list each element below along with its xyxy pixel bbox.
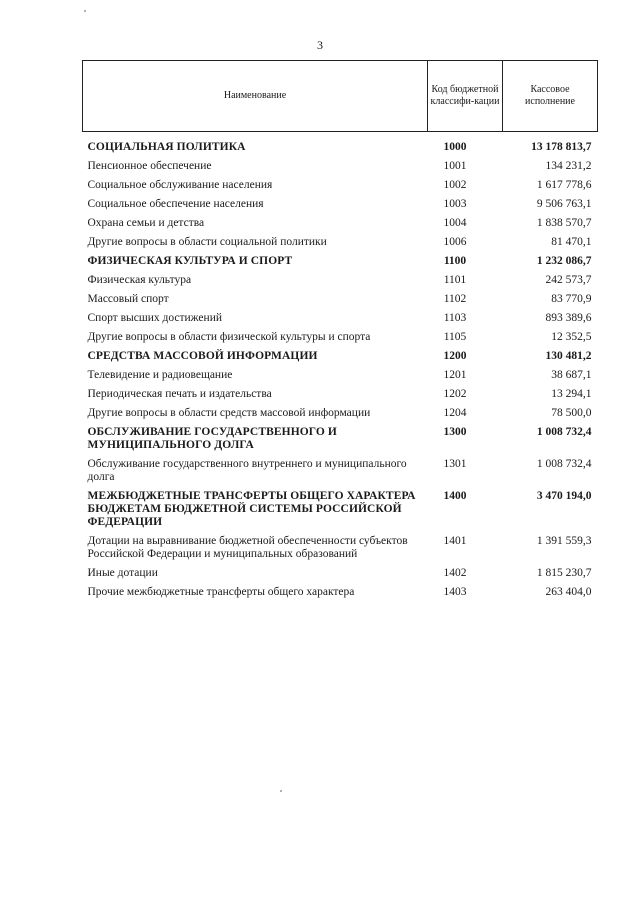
row-name: Телевидение и радиовещание xyxy=(87,369,233,381)
row-name: Иные дотации xyxy=(87,567,158,579)
table-row xyxy=(83,233,598,252)
row-value: 893 389,6 xyxy=(545,312,592,324)
row-value: 130 481,2 xyxy=(545,350,592,362)
row-code: 1006 xyxy=(443,236,467,248)
scan-speck xyxy=(280,790,282,792)
row-code: 1301 xyxy=(443,458,467,470)
row-value: 1 838 570,7 xyxy=(536,217,592,229)
table-header xyxy=(83,61,598,132)
row-value: 1 008 732,4 xyxy=(536,426,592,438)
row-name: Другие вопросы в области физической культуры и спорта xyxy=(87,331,371,343)
row-value: 38 687,1 xyxy=(551,369,592,381)
section-row xyxy=(83,347,598,366)
row-value: 3 470 194,0 xyxy=(536,490,592,502)
header-name: Наименование xyxy=(83,61,428,132)
row-name: Социальное обеспечение населения xyxy=(87,198,264,210)
row-code: 1001 xyxy=(443,160,467,172)
row-code: 1400 xyxy=(443,490,467,502)
table-row xyxy=(83,328,598,347)
row-code: 1102 xyxy=(443,293,467,305)
row-value: 12 352,5 xyxy=(551,331,592,343)
table-row xyxy=(83,214,598,233)
section-row xyxy=(83,138,598,157)
row-name: Обслуживание государственного внутреннего и муниципального долга xyxy=(87,458,407,483)
section-row xyxy=(83,252,598,271)
row-value: 134 231,2 xyxy=(545,160,592,172)
table-row xyxy=(83,176,598,195)
row-value: 263 404,0 xyxy=(545,586,592,598)
page-number: 3 xyxy=(317,38,323,52)
row-code: 1103 xyxy=(443,312,467,324)
row-name: Спорт высших достижений xyxy=(87,312,223,324)
table-row xyxy=(83,532,598,564)
scan-speck xyxy=(84,10,86,12)
row-name: Охрана семьи и детства xyxy=(87,217,205,229)
row-name: Периодическая печать и издательства xyxy=(87,388,272,400)
row-value: 13 178 813,7 xyxy=(531,141,592,153)
row-name: Прочие межбюджетные трансферты общего характера xyxy=(87,586,355,598)
row-name: Другие вопросы в области средств массовой информации xyxy=(87,407,371,419)
table-row xyxy=(83,195,598,214)
row-value: 1 008 732,4 xyxy=(536,458,592,470)
row-value: 1 815 230,7 xyxy=(536,567,592,579)
header-code: Код бюджетной классифи-кации xyxy=(428,61,503,132)
row-value: 9 506 763,1 xyxy=(536,198,592,210)
row-name: ФИЗИЧЕСКАЯ КУЛЬТУРА И СПОРТ xyxy=(87,255,293,267)
table-row xyxy=(83,290,598,309)
table-row xyxy=(83,385,598,404)
header-execution: Кассовое исполнение xyxy=(503,61,598,132)
row-name: Массовый спорт xyxy=(87,293,169,305)
row-value: 1 232 086,7 xyxy=(536,255,592,267)
row-code: 1401 xyxy=(443,535,467,547)
row-code: 1105 xyxy=(443,331,467,343)
row-code: 1000 xyxy=(443,141,467,153)
table-row xyxy=(83,404,598,423)
table-row xyxy=(83,455,598,487)
row-code: 1100 xyxy=(443,255,467,267)
row-name: Пенсионное обеспечение xyxy=(87,160,212,172)
row-value: 83 770,9 xyxy=(551,293,592,305)
row-code: 1300 xyxy=(443,426,467,438)
row-code: 1002 xyxy=(443,179,467,191)
row-code: 1003 xyxy=(443,198,467,210)
row-name: Физическая культура xyxy=(87,274,192,286)
row-name: МЕЖБЮДЖЕТНЫЕ ТРАНСФЕРТЫ ОБЩЕГО ХАРАКТЕРА БЮДЖЕТАМ БЮДЖЕТНОЙ СИСТЕМЫ РОССИЙСКОЙ ФЕДЕРАЦИИ xyxy=(87,490,416,528)
table-row xyxy=(83,366,598,385)
row-code: 1101 xyxy=(443,274,467,286)
row-value: 1 391 559,3 xyxy=(536,535,592,547)
row-name: Другие вопросы в области социальной политики xyxy=(87,236,327,248)
row-value: 242 573,7 xyxy=(545,274,592,286)
row-code: 1403 xyxy=(443,586,467,598)
row-code: 1402 xyxy=(443,567,467,579)
table-row xyxy=(83,583,598,602)
row-value: 81 470,1 xyxy=(551,236,592,248)
table-row xyxy=(83,271,598,290)
section-row xyxy=(83,487,598,532)
row-code: 1204 xyxy=(443,407,467,419)
section-row xyxy=(83,423,598,455)
table-row xyxy=(83,564,598,583)
table-row xyxy=(83,157,598,176)
row-name: ОБСЛУЖИВАНИЕ ГОСУДАРСТВЕННОГО И МУНИЦИПАЛЬНОГО ДОЛГА xyxy=(87,426,337,451)
row-name: Социальное обслуживание населения xyxy=(87,179,273,191)
table-body xyxy=(83,132,598,603)
row-code: 1004 xyxy=(443,217,467,229)
row-value: 13 294,1 xyxy=(551,388,592,400)
row-name: Дотации на выравнивание бюджетной обеспеченности субъектов Российской Федерации и муниципальных образований xyxy=(87,535,408,560)
row-name: СРЕДСТВА МАССОВОЙ ИНФОРМАЦИИ xyxy=(87,350,318,362)
row-value: 78 500,0 xyxy=(551,407,592,419)
row-value: 1 617 778,6 xyxy=(536,179,592,191)
row-code: 1201 xyxy=(443,369,467,381)
row-name: СОЦИАЛЬНАЯ ПОЛИТИКА xyxy=(87,141,246,153)
row-code: 1200 xyxy=(443,350,467,362)
row-code: 1202 xyxy=(443,388,467,400)
budget-table xyxy=(82,60,598,602)
table-row xyxy=(83,309,598,328)
